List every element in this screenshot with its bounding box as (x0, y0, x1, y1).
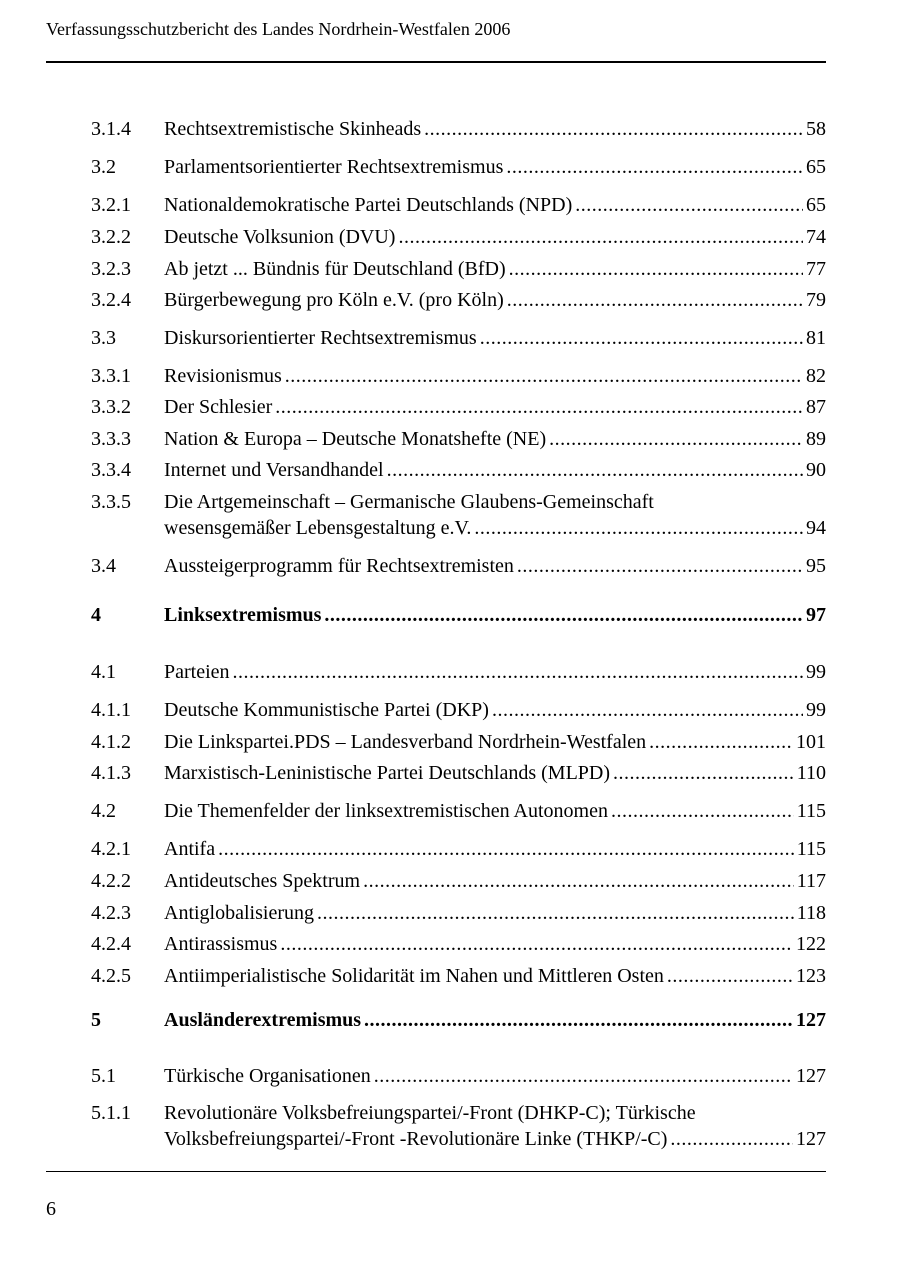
toc-title: Linksextremismus (164, 604, 322, 626)
toc-title: Antideutsches Spektrum (164, 870, 361, 892)
footer-divider (46, 1171, 826, 1172)
toc-entry (91, 836, 826, 862)
toc-page: 95 (806, 555, 826, 577)
toc-title: Revisionismus (164, 365, 282, 387)
toc-entry (91, 729, 826, 755)
toc-title: Diskursorientierter Rechtsextremismus (164, 327, 477, 349)
toc-leader-dots (364, 1007, 793, 1033)
toc-page: 90 (806, 459, 826, 481)
toc-chapter-entry (91, 602, 826, 628)
toc-leader-dots (492, 697, 803, 723)
toc-page: 101 (796, 731, 826, 753)
toc-leader-dots (549, 426, 803, 452)
toc-title: Antirassismus (164, 933, 278, 955)
toc-number: 5 (91, 1009, 101, 1031)
toc-number: 3.2.1 (91, 194, 131, 216)
toc-title: Der Schlesier (164, 396, 273, 418)
toc-number: 4.1.2 (91, 731, 131, 753)
toc-page: 118 (796, 902, 826, 924)
toc-title: Nation & Europa – Deutsche Monatshefte (NE) (164, 428, 547, 450)
toc-leader-dots (507, 287, 803, 313)
toc-title: Rechtsextremistische Skinheads (164, 118, 422, 140)
toc-number: 5.1.1 (91, 1102, 131, 1124)
toc-title: Deutsche Kommunistische Partei (DKP) (164, 699, 489, 721)
toc-title: wesensgemäßer Lebensgestaltung e.V. (164, 517, 472, 539)
toc-title: Deutsche Volksunion (DVU) (164, 226, 396, 248)
toc-entry (91, 868, 826, 894)
toc-entry (91, 798, 826, 824)
toc-entry (91, 426, 826, 452)
toc-page: 94 (806, 517, 826, 539)
toc-page: 122 (796, 933, 826, 955)
toc-number: 3.3.2 (91, 396, 131, 418)
toc-number: 4.2.3 (91, 902, 131, 924)
toc-entry (91, 192, 826, 218)
page-number: 6 (46, 1198, 56, 1220)
toc-title: Die Themenfelder der linksextremistischen Autonomen (164, 800, 608, 822)
toc-page: 127 (796, 1009, 826, 1031)
toc-number: 3.2 (91, 156, 116, 178)
toc-title: Marxistisch-Leninistische Partei Deutschlands (MLPD) (164, 762, 611, 784)
toc-entry (91, 116, 826, 142)
toc-page: 87 (806, 396, 826, 418)
toc-number: 3.1.4 (91, 118, 131, 140)
toc-number: 4.2.4 (91, 933, 131, 955)
toc-entry (91, 287, 826, 313)
toc-title: Bürgerbewegung pro Köln e.V. (pro Köln) (164, 289, 504, 311)
toc-entry (91, 553, 826, 579)
toc-leader-dots (613, 760, 794, 786)
toc-leader-dots (575, 192, 803, 218)
toc-page: 81 (806, 327, 826, 349)
toc-entry (91, 457, 826, 483)
toc-number: 4.2 (91, 800, 116, 822)
toc-number: 3.3 (91, 327, 116, 349)
toc-title: Internet und Versandhandel (164, 459, 384, 481)
toc-title: Antifa (164, 838, 216, 860)
toc-entry (91, 760, 826, 786)
toc-title-line1: Die Artgemeinschaft – Germanische Glaubens-Gemeinschaft (164, 491, 654, 513)
toc-page: 115 (796, 838, 826, 860)
toc-page: 74 (806, 226, 826, 248)
toc-number: 4 (91, 604, 101, 626)
toc-entry (91, 224, 826, 250)
toc-leader-dots (324, 602, 803, 628)
toc-leader-dots (275, 394, 803, 420)
toc-entry-multiline (91, 1100, 826, 1152)
toc-page: 127 (796, 1128, 826, 1150)
toc-number: 4.2.5 (91, 965, 131, 987)
toc-leader-dots (480, 325, 803, 351)
toc-leader-dots (611, 798, 794, 824)
toc-number: 4.1 (91, 661, 116, 683)
toc-leader-dots (218, 836, 794, 862)
toc-leader-dots (667, 963, 793, 989)
toc-number: 3.2.2 (91, 226, 131, 248)
toc-page: 110 (796, 762, 826, 784)
toc-entry (91, 325, 826, 351)
toc-leader-dots (317, 900, 794, 926)
toc-entry (91, 697, 826, 723)
toc-page: 97 (806, 604, 826, 626)
toc-entry (91, 900, 826, 926)
toc-title: Parteien (164, 661, 230, 683)
toc-number: 4.2.1 (91, 838, 131, 860)
toc-number: 4.1.3 (91, 762, 131, 784)
toc-leader-dots (285, 363, 803, 389)
toc-page: 127 (796, 1065, 826, 1087)
toc-title: Volksbefreiungspartei/-Front -Revolutionäre Linke (THKP/-C) (164, 1128, 668, 1150)
toc-number: 3.2.4 (91, 289, 131, 311)
toc-chapter-entry (91, 1007, 826, 1033)
toc-entry (91, 931, 826, 957)
toc-leader-dots (398, 224, 803, 250)
toc-leader-dots (387, 457, 803, 483)
toc-title: Aussteigerprogramm für Rechtsextremisten (164, 555, 514, 577)
toc-entry (91, 659, 826, 685)
toc-page: 65 (806, 194, 826, 216)
toc-entry (91, 394, 826, 420)
header-title: Verfassungsschutzbericht des Landes Nordrhein-Westfalen 2006 (46, 19, 511, 39)
toc-page: 89 (806, 428, 826, 450)
toc-page: 99 (806, 661, 826, 683)
toc-number: 3.3.1 (91, 365, 131, 387)
toc-leader-dots (233, 659, 803, 685)
toc-leader-dots (506, 154, 803, 180)
toc-entry (91, 1063, 826, 1089)
toc-number: 4.1.1 (91, 699, 131, 721)
toc-page: 82 (806, 365, 826, 387)
header-divider (46, 61, 826, 63)
toc-entry (91, 154, 826, 180)
toc-leader-dots (424, 116, 803, 142)
toc-number: 3.2.3 (91, 258, 131, 280)
toc-number: 5.1 (91, 1065, 116, 1087)
toc-title: Ab jetzt ... Bündnis für Deutschland (BfD) (164, 258, 506, 280)
toc-leader-dots (474, 515, 803, 541)
toc-number: 3.3.5 (91, 491, 131, 513)
toc-leader-dots (517, 553, 803, 579)
toc-title: Antiglobalisierung (164, 902, 314, 924)
toc-leader-dots (670, 1126, 793, 1152)
toc-leader-dots (280, 931, 793, 957)
toc-leader-dots (509, 256, 803, 282)
toc-number: 3.3.4 (91, 459, 131, 481)
toc-title: Parlamentsorientierter Rechtsextremismus (164, 156, 504, 178)
toc-number: 3.3.3 (91, 428, 131, 450)
toc-title: Nationaldemokratische Partei Deutschlands (NPD) (164, 194, 573, 216)
toc-page: 79 (806, 289, 826, 311)
toc-page: 115 (796, 800, 826, 822)
toc-entry (91, 363, 826, 389)
toc-title-line1: Revolutionäre Volksbefreiungspartei/-Front (DHKP-C); Türkische (164, 1102, 696, 1124)
toc-page: 99 (806, 699, 826, 721)
toc-leader-dots (374, 1063, 793, 1089)
toc-title: Antiimperialistische Solidarität im Nahen und Mittleren Osten (164, 965, 664, 987)
toc-number: 3.4 (91, 555, 116, 577)
toc-title: Die Linkspartei.PDS – Landesverband Nordrhein-Westfalen (164, 731, 647, 753)
toc-page: 77 (806, 258, 826, 280)
toc-page: 65 (806, 156, 826, 178)
toc-title: Türkische Organisationen (164, 1065, 371, 1087)
toc-leader-dots (649, 729, 793, 755)
toc-entry (91, 256, 826, 282)
toc-leader-dots (363, 868, 794, 894)
toc-entry-multiline (91, 489, 826, 541)
toc-page: 123 (796, 965, 826, 987)
toc-page: 117 (796, 870, 826, 892)
toc-number: 4.2.2 (91, 870, 131, 892)
toc-entry (91, 963, 826, 989)
toc-title: Ausländerextremismus (164, 1009, 362, 1031)
toc-page: 58 (806, 118, 826, 140)
